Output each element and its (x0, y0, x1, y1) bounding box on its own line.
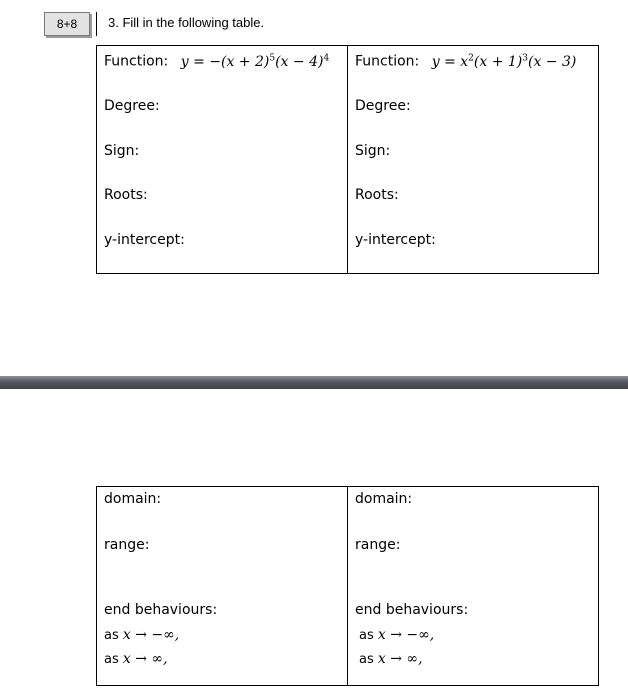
function-cell-left[interactable] (97, 46, 348, 274)
function-cell-right[interactable] (348, 46, 599, 274)
range-label: range: (355, 537, 401, 553)
behaviour-cell-right[interactable] (348, 487, 599, 686)
y-intercept-label: y-intercept: (355, 232, 436, 248)
end-behaviours-label: end behaviours: (355, 602, 469, 618)
behaviour-table (96, 486, 599, 686)
range-label: range: (104, 537, 150, 553)
end-behaviour-pos-inf: as x → ∞, (359, 651, 423, 667)
domain-label: domain: (104, 491, 162, 507)
function-table (96, 45, 599, 274)
function-expression: $y = x^2(x + 1)^3(x - 3)$ (431, 53, 577, 70)
page-divider (0, 376, 628, 389)
sign-label: Sign: (104, 143, 140, 159)
marks-text: 8+8 (56, 17, 78, 31)
marks-badge (44, 12, 90, 36)
y-intercept-label: y-intercept: (104, 232, 185, 248)
end-behaviour-neg-inf: as x → −∞, (104, 627, 180, 643)
header-divider (96, 12, 97, 36)
function-expression: $y = -(x + 2)^5(x - 4)^4$ (180, 53, 330, 70)
function-line (104, 53, 329, 70)
end-behaviours-label: end behaviours: (104, 602, 218, 618)
function-label: Function: (355, 53, 420, 70)
behaviour-cell-left[interactable] (97, 487, 348, 686)
domain-label: domain: (355, 491, 413, 507)
end-behaviour-neg-inf: as x → −∞, (359, 627, 435, 643)
roots-label: Roots: (104, 187, 148, 203)
roots-label: Roots: (355, 187, 399, 203)
end-behaviour-pos-inf: as x → ∞, (104, 651, 168, 667)
question-text: 3. Fill in the following table. (108, 15, 265, 30)
degree-label: Degree: (104, 98, 160, 114)
degree-label: Degree: (355, 98, 411, 114)
sign-label: Sign: (355, 143, 391, 159)
function-line (355, 53, 576, 70)
function-label: Function: (104, 53, 169, 70)
